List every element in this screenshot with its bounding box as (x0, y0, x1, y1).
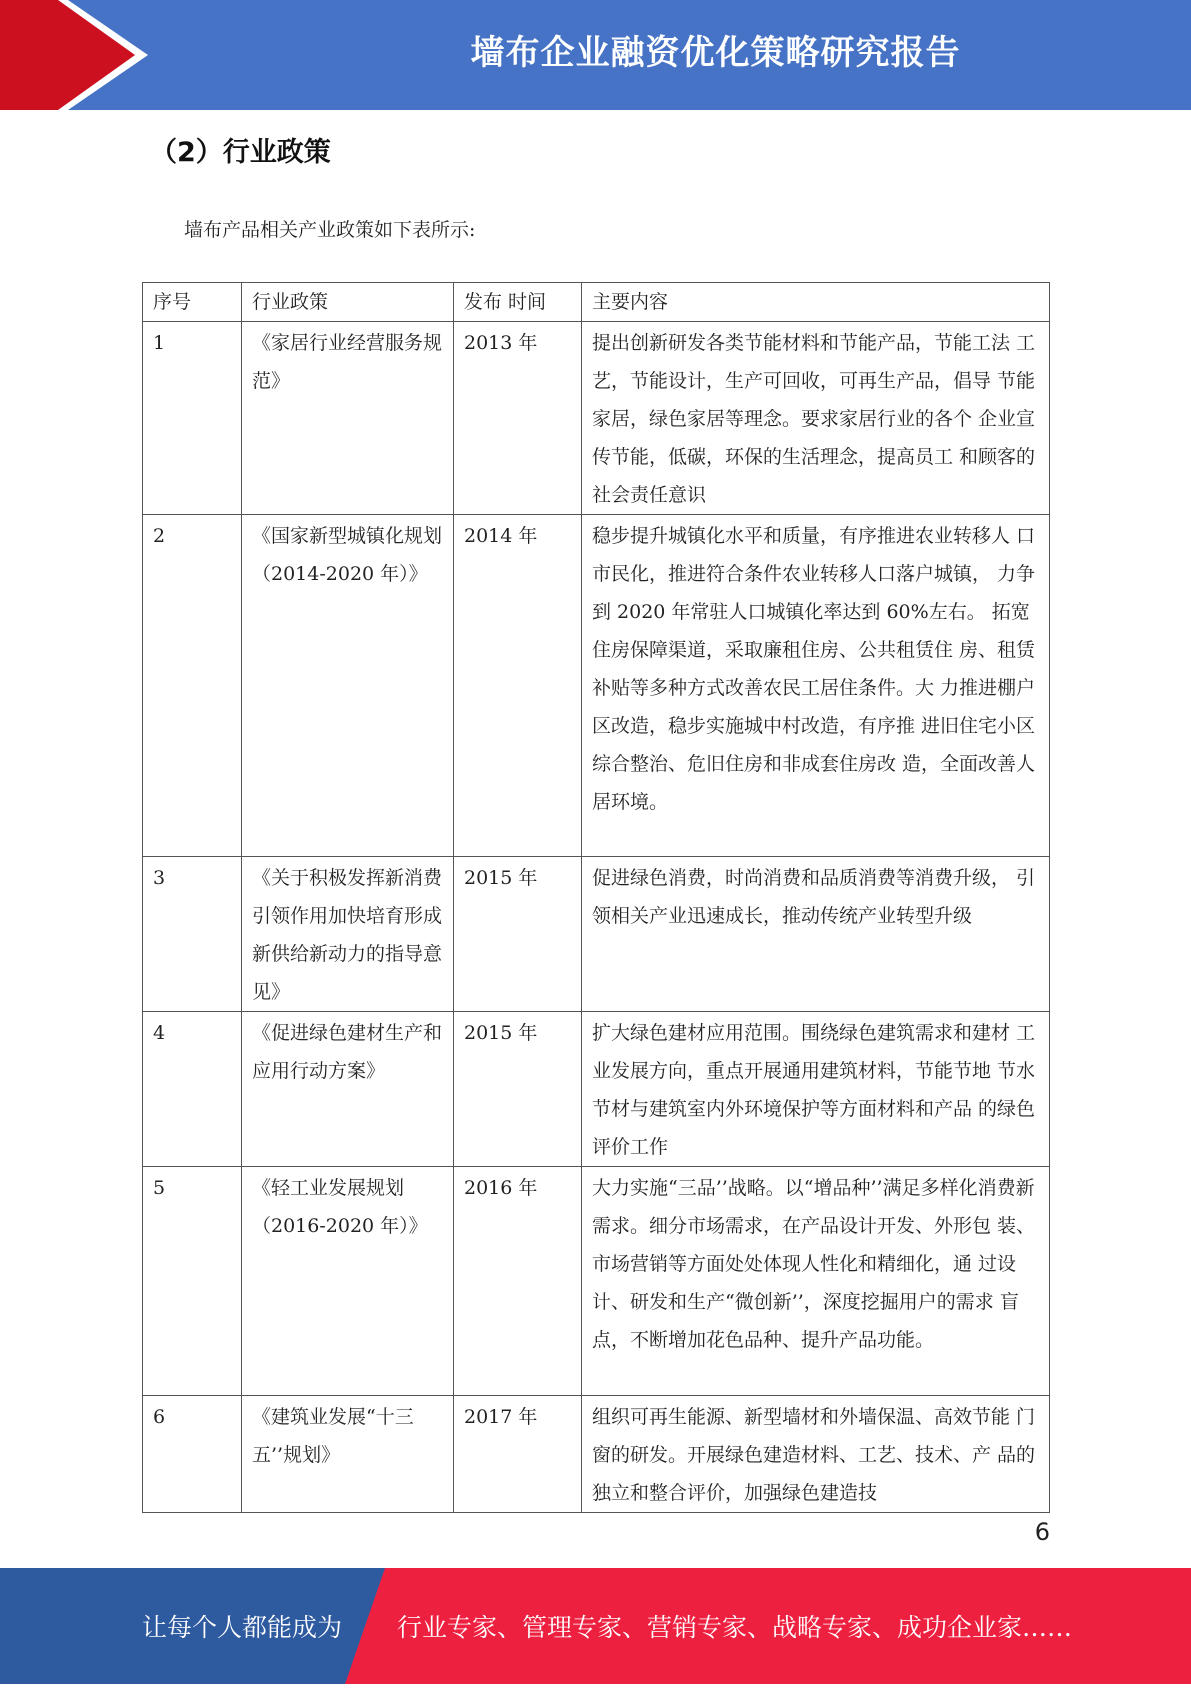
section-heading: （2）行业政策 (150, 137, 331, 168)
cell-content: 大力实施“三品’’战略。以“增品种’’满足多样化消费新 需求。细分市场需求，在产品设计开发、外形包 装、市场营销等方面处处体现人性化和精细化，通 过设计、研发和生产“微创新’’，深度挖掘用户的需求 盲点，不断增加花色品种、提升产品功能。 (582, 1167, 1050, 1396)
cell-date: 2013 年 (454, 322, 582, 515)
cell-date: 2015 年 (454, 857, 582, 1012)
table-row (143, 1167, 1050, 1396)
red-chevron-icon (0, 0, 160, 110)
cell-policy: 《家居行业经营服务规范》 (242, 322, 454, 515)
table-row (143, 1396, 1050, 1513)
cell-content: 稳步提升城镇化水平和质量，有序推进农业转移人 口市民化，推进符合条件农业转移人口落户城镇， 力争到 2020 年常驻人口城镇化率达到 60%左右。 拓宽住房保障渠道，采取廉租住房、公共租赁住 房、租赁补贴等多种方式改善农民工居住条件。大 力推进棚户区改造，稳步实施城中村改造，有序推 进旧住宅小区综合整治、危旧住房和非成套住房改 造，全面改善人居环境。 (582, 515, 1050, 857)
cell-content: 扩大绿色建材应用范围。围绕绿色建筑需求和建材 工业发展方向，重点开展通用建筑材料，节能节地 节水节材与建筑室内外环境保护等方面材料和产品 的绿色评价工作 (582, 1012, 1050, 1167)
table-row (143, 515, 1050, 857)
page-number: 6 (1034, 1518, 1050, 1546)
header-index: 序号 (143, 283, 242, 322)
cell-index: 3 (143, 857, 242, 1012)
table-row (143, 322, 1050, 515)
cell-date: 2017 年 (454, 1396, 582, 1513)
footer-slogan-left: 让每个人都能成为 (142, 1613, 343, 1642)
cell-content: 提出创新研发各类节能材料和节能产品，节能工法 工艺，节能设计，生产可回收，可再生产品，倡导 节能家居，绿色家居等理念。要求家居行业的各个 企业宣传节能，低碳，环保的生活理念，提高员工 和顾客的社会责任意识 (582, 322, 1050, 515)
cell-content: 组织可再生能源、新型墙材和外墙保温、高效节能 门窗的研发。开展绿色建造材料、工艺、技术、产 品的独立和整合评价，加强绿色建造技 (582, 1396, 1050, 1513)
cell-date: 2016 年 (454, 1167, 582, 1396)
cell-policy: 《关于积极发挥新消费引领作用加快培育形成新供给新动力的指导意见》 (242, 857, 454, 1012)
table-row (143, 857, 1050, 1012)
cell-policy: 《建筑业发展“十三五’’规划》 (242, 1396, 454, 1513)
table-row (143, 1012, 1050, 1167)
cell-date: 2015 年 (454, 1012, 582, 1167)
page-footer (0, 1568, 1191, 1684)
page-header (0, 0, 1191, 110)
report-title: 墙布企业融资优化策略研究报告 (470, 33, 961, 73)
cell-policy: 《国家新型城镇化规划（2014-2020 年）》 (242, 515, 454, 857)
header-date: 发布 时间 (454, 283, 582, 322)
cell-index: 6 (143, 1396, 242, 1513)
cell-policy: 《促进绿色建材生产和应用行动方案》 (242, 1012, 454, 1167)
table-header-row (143, 283, 1050, 322)
cell-date: 2014 年 (454, 515, 582, 857)
header-policy: 行业政策 (242, 283, 454, 322)
intro-paragraph: 墙布产品相关产业政策如下表所示: (184, 219, 476, 241)
cell-content: 促进绿色消费，时尚消费和品质消费等消费升级， 引领相关产业迅速成长，推动传统产业转型升级 (582, 857, 1050, 1012)
cell-index: 2 (143, 515, 242, 857)
policy-table (142, 282, 1050, 1513)
footer-slogan-right: 行业专家、管理专家、营销专家、战略专家、成功企业家…… (397, 1613, 1073, 1642)
cell-index: 5 (143, 1167, 242, 1396)
cell-index: 4 (143, 1012, 242, 1167)
header-content: 主要内容 (582, 283, 1050, 322)
cell-index: 1 (143, 322, 242, 515)
cell-policy: 《轻工业发展规划（2016-2020 年）》 (242, 1167, 454, 1396)
